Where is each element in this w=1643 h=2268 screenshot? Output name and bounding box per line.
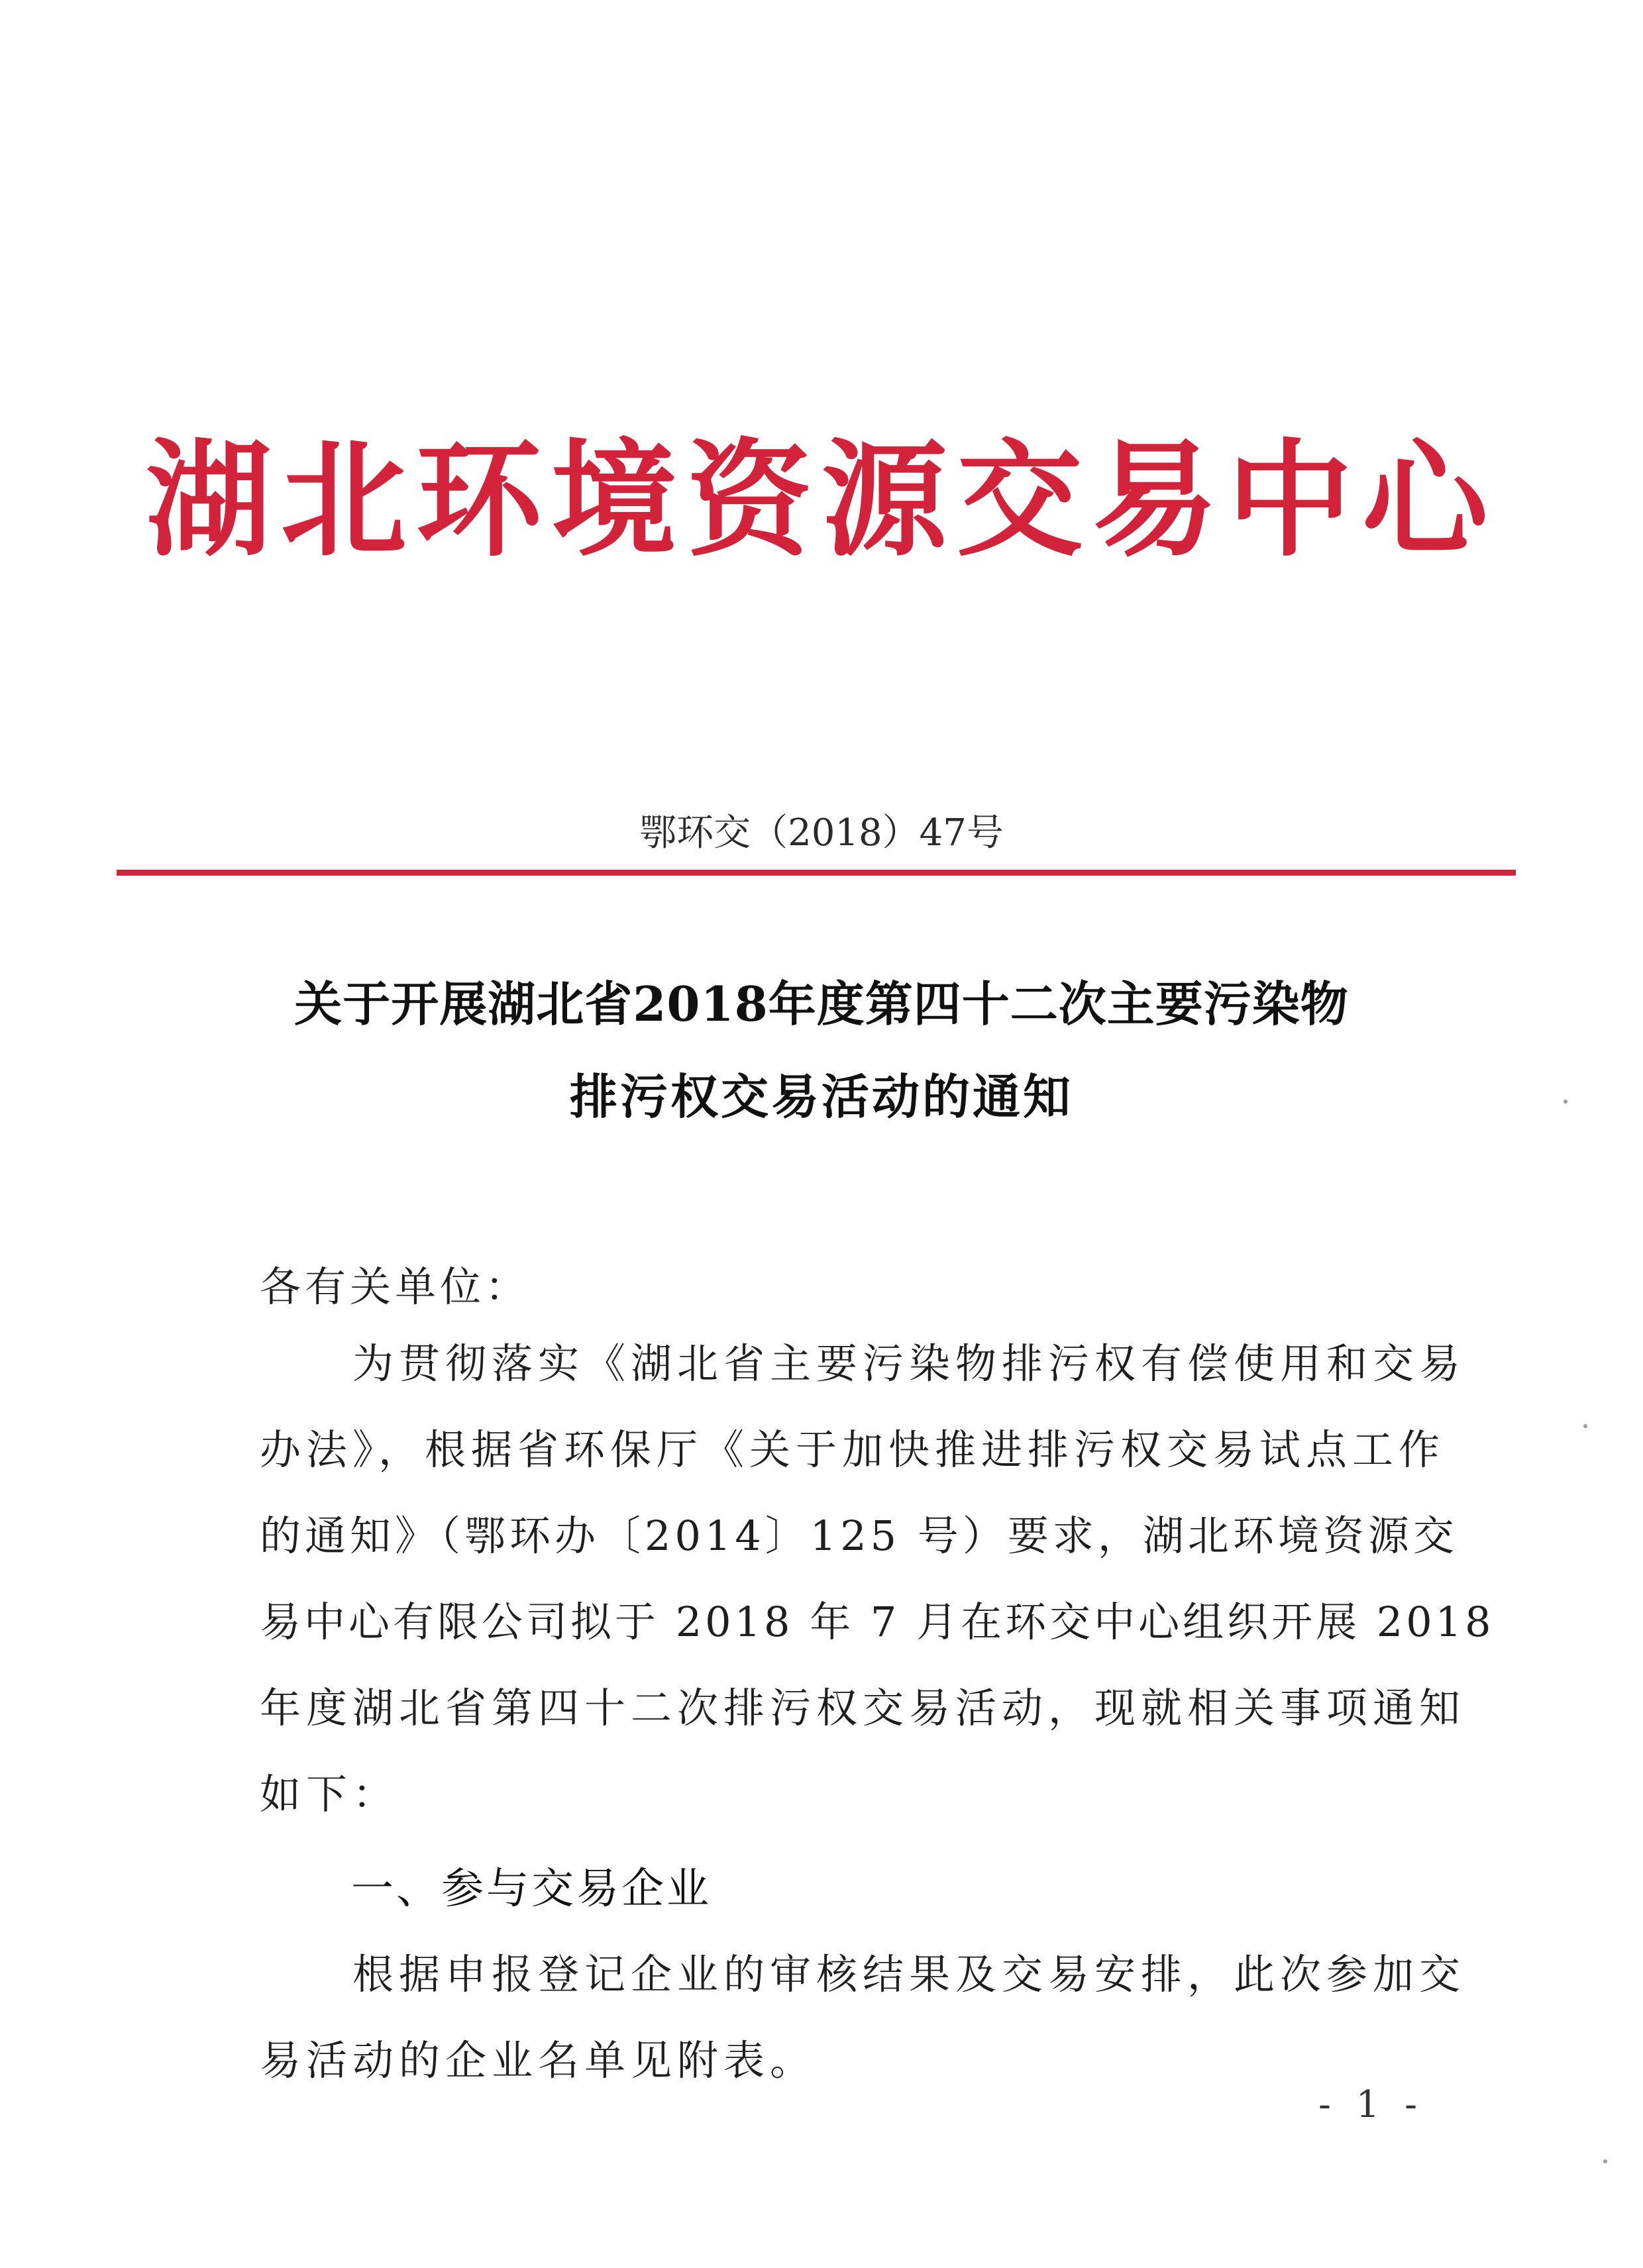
- paragraph-1-line-3: 的通知》（鄂环办〔2014〕125 号）要求，湖北环境资源交: [260, 1512, 1458, 1560]
- notice-title-line-1: 关于开展湖北省2018年度第四十二次主要污染物: [294, 976, 1349, 1032]
- paragraph-1-line-4: 易中心有限公司拟于 2018 年 7 月在环交中心组织开展 2018: [260, 1598, 1495, 1646]
- section-1-heading: 一、参与交易企业: [351, 1865, 712, 1914]
- paragraph-1-line-1: 为贯彻落实《湖北省主要污染物排污权有偿使用和交易: [352, 1339, 1466, 1388]
- paragraph-1-line-2: 办法》，根据省环保厅《关于加快推进排污权交易试点工作: [260, 1425, 1446, 1474]
- document-number: 鄂环交（2018）47号: [639, 811, 1004, 854]
- page-number: - 1 -: [1318, 2083, 1424, 2126]
- salutation: 各有关单位：: [260, 1263, 531, 1311]
- scan-speck: [1603, 2159, 1607, 2163]
- masthead-title: 湖北环境资源交易中心: [146, 426, 1498, 574]
- paragraph-2-line-2: 易活动的企业名单见附表。: [260, 2036, 817, 2085]
- paragraph-1-line-5: 年度湖北省第四十二次排污权交易活动，现就相关事项通知: [260, 1684, 1466, 1732]
- red-divider-line: [117, 870, 1516, 876]
- notice-title-line-2: 排污权交易活动的通知: [569, 1068, 1073, 1125]
- scan-speck: [1564, 1100, 1567, 1104]
- scan-speck: [1583, 1424, 1587, 1428]
- paragraph-1-line-6: 如下：: [260, 1770, 399, 1818]
- paragraph-2-line-1: 根据申报登记企业的审核结果及交易安排，此次参加交: [352, 1950, 1466, 1998]
